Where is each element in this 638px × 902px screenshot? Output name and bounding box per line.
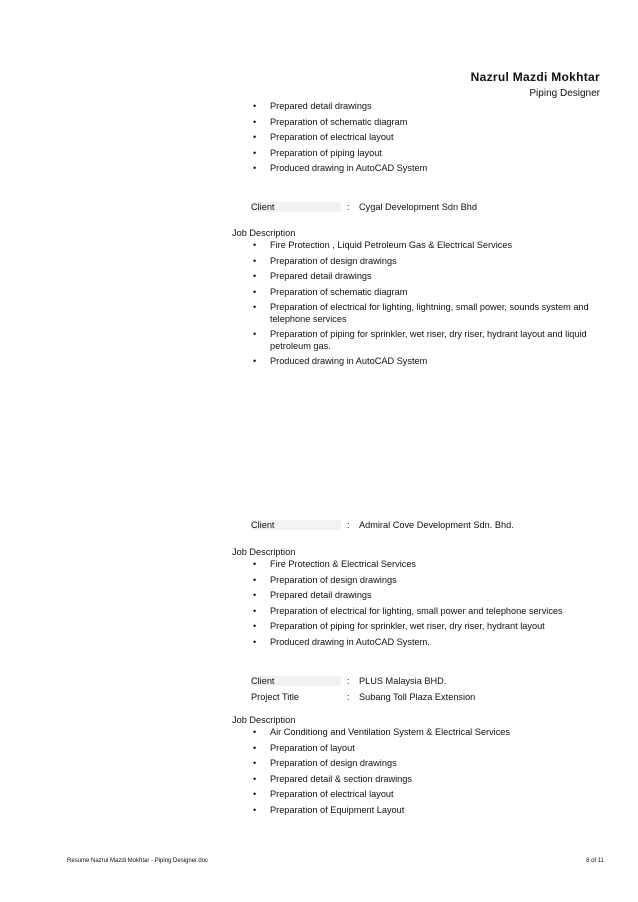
bullet-item (232, 271, 602, 283)
bullet-text: Preparation of schematic diagram (270, 116, 408, 127)
bullet-icon: • (253, 727, 257, 737)
bullet-icon: • (253, 329, 257, 339)
job-description-label: Job Description (232, 228, 296, 238)
bullet-icon: • (253, 271, 257, 281)
job-description-3 (232, 715, 602, 820)
bullet-item (232, 148, 602, 160)
bullet-icon: • (253, 742, 257, 753)
footer-page-number: 8 of 11 (586, 858, 604, 864)
bullet-icon: • (253, 789, 257, 799)
colon: : (347, 520, 350, 530)
project-title-label: Project Title (251, 692, 299, 702)
bullet-item (232, 758, 602, 770)
bullet-icon: • (253, 147, 257, 158)
client-value: Cygal Development Sdn Bhd (359, 202, 477, 212)
client-value: PLUS Malaysia BHD. (359, 676, 447, 686)
bullet-item (232, 774, 602, 786)
bullet-text: Produced drawing in AutoCAD System (270, 163, 428, 173)
bullet-item (232, 329, 602, 352)
colon: : (347, 676, 350, 686)
bullet-icon: • (253, 758, 257, 768)
job-description-1 (232, 228, 602, 372)
bullet-text: Prepared detail drawings (270, 271, 372, 281)
bullet-text: Fire Protection & Electrical Services (270, 559, 417, 569)
bullet-text: Prepared detail drawings (270, 101, 372, 111)
bullet-icon: • (253, 255, 257, 266)
client-value: Admiral Cove Development Sdn. Bhd. (359, 520, 514, 530)
bullet-text: Preparation of electrical for lighting, small power and telephone services (270, 605, 563, 616)
bullet-item (232, 163, 602, 175)
bullet-icon: • (253, 590, 257, 600)
bullet-icon: • (253, 302, 257, 312)
project-title-value: Subang Toll Plaza Extension (359, 692, 476, 702)
bullet-icon: • (253, 116, 257, 127)
bullet-icon: • (253, 132, 257, 142)
bullet-icon: • (253, 286, 257, 297)
bullet-text: Preparation of piping for sprinkler, wet riser, dry riser, hydrant layout and liquid petroleum gas. (270, 329, 587, 351)
bullet-icon: • (253, 621, 257, 631)
bullet-item (232, 743, 602, 755)
bullet-item (232, 559, 602, 571)
bullet-icon: • (253, 101, 257, 111)
bullet-text: Preparation of piping layout (270, 147, 382, 158)
bullet-text: Prepared detail drawings (270, 590, 372, 600)
bullet-text: Preparation of design drawings (270, 255, 397, 266)
bullet-icon: • (253, 163, 257, 173)
bullet-list-top (232, 101, 602, 179)
bullet-icon: • (253, 773, 257, 784)
bullet-item (232, 101, 602, 113)
bullet-item (232, 727, 602, 739)
header-name: Nazrul Mazdi Mokhtar (470, 70, 600, 84)
bullet-text: Preparation of Equipment Layout (270, 804, 405, 815)
bullet-item (232, 256, 602, 268)
bullet-item (232, 356, 602, 368)
bullet-item (232, 606, 602, 618)
bullet-text: Preparation of schematic diagram (270, 286, 408, 297)
bullet-text: Preparation of design drawings (270, 574, 397, 585)
bullet-icon: • (253, 574, 257, 585)
colon: : (347, 692, 350, 702)
bullet-text: Preparation of layout (270, 742, 355, 753)
client-label: Client (251, 202, 341, 212)
bullet-item (232, 805, 602, 817)
bullet-text: Preparation of electrical layout (270, 789, 394, 799)
bullet-item (232, 621, 602, 633)
bullet-text: Air Conditiong and Ventilation System & Electrical Services (270, 727, 511, 737)
client-label: Client (251, 520, 341, 530)
bullet-item (232, 240, 602, 252)
job-description-label: Job Description (232, 715, 296, 725)
footer-filename: Resume Nazrul Mazdi Mokhtar - Piping Designer.doc (67, 858, 209, 864)
bullet-item (232, 590, 602, 602)
bullet-text: Preparation of electrical layout (270, 132, 394, 142)
job-description-2 (232, 547, 602, 652)
bullet-text: Preparation of piping for sprinkler, wet riser, dry riser, hydrant layout (270, 621, 545, 631)
bullet-icon: • (253, 559, 257, 569)
bullet-item (232, 132, 602, 144)
bullet-text: Fire Protection , Liquid Petroleum Gas & Electrical Services (270, 240, 513, 250)
bullet-item (232, 117, 602, 129)
bullet-item (232, 302, 602, 325)
client-label: Client (251, 676, 341, 686)
header-role: Piping Designer (529, 88, 600, 99)
bullet-icon: • (253, 356, 257, 366)
bullet-item (232, 789, 602, 801)
bullet-text: Preparation of design drawings (270, 758, 397, 768)
bullet-icon: • (253, 605, 257, 616)
bullet-item (232, 287, 602, 299)
bullet-icon: • (253, 636, 257, 647)
bullet-icon: • (253, 240, 257, 250)
bullet-text: Prepared detail & section drawings (270, 773, 412, 784)
bullet-item (232, 575, 602, 587)
bullet-text: Produced drawing in AutoCAD System. (270, 636, 430, 647)
bullet-text: Produced drawing in AutoCAD System (270, 356, 428, 366)
bullet-icon: • (253, 804, 257, 815)
colon: : (347, 202, 350, 212)
job-description-label: Job Description (232, 547, 296, 557)
bullet-item (232, 637, 602, 649)
bullet-text: Preparation of electrical for lighting, lightning, small power, sounds system and telephone services (270, 302, 589, 324)
